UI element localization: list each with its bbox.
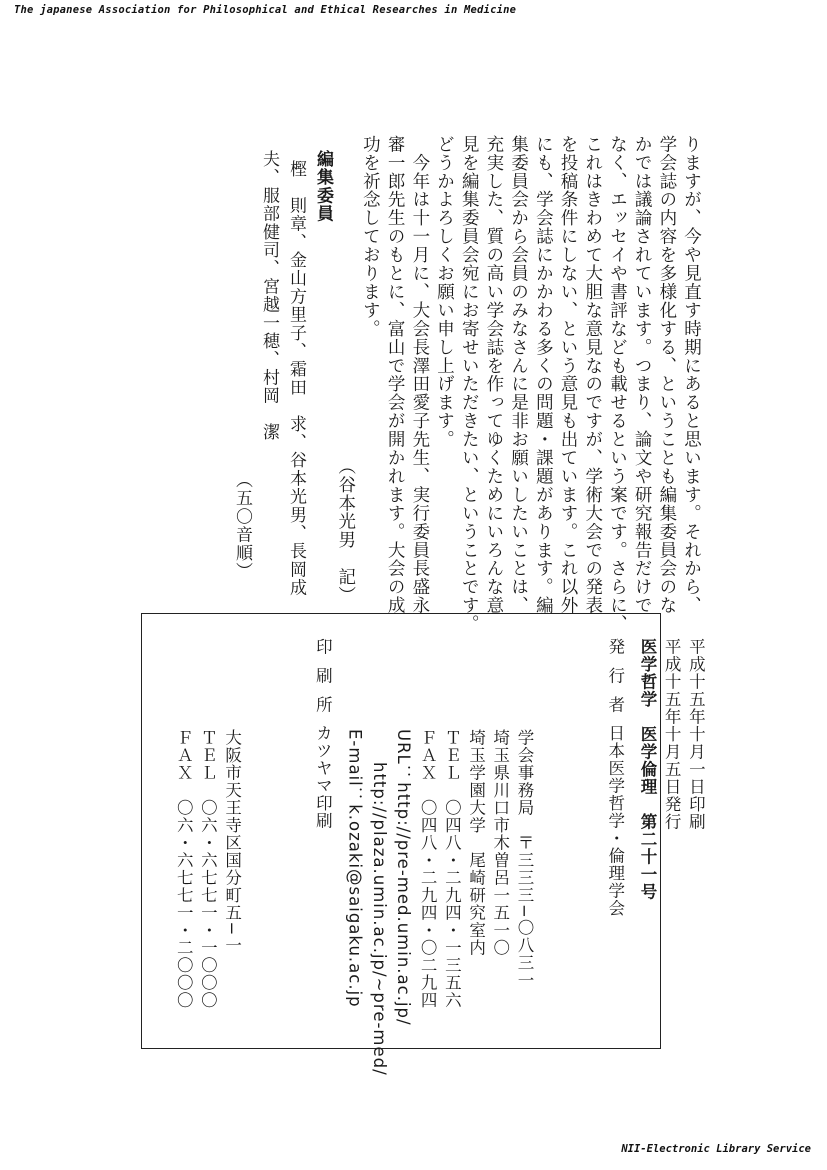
fax-line: ＦＡＸ 〇四八・二九四・〇二九四 <box>418 728 438 1009</box>
university-line: 埼玉学園大学 尾崎研究室内 <box>466 728 486 957</box>
body-line: 今年は十一月に、大会長澤田愛子先生、実行委員長盛永 <box>409 135 430 615</box>
body-line: 見を編集委員会宛にお寄せいただきたい、ということです。 <box>459 135 480 634</box>
committee-heading: 編集委員 <box>313 150 333 223</box>
publisher-name: 日本医学哲学・倫理学会 <box>605 724 625 918</box>
publisher-line <box>536 638 627 1038</box>
body-line: かでは議論されています。つまり、論文や研究報告だけで <box>632 135 653 615</box>
office-line: 学会事務局 〒三三三−〇八三一 <box>514 728 534 989</box>
spacer <box>334 638 342 1038</box>
editorial-committee <box>228 150 336 597</box>
printer-name: カツヤマ印刷 <box>313 724 333 830</box>
author-signature: （谷本光男 記） <box>335 457 356 605</box>
editorial-body <box>333 135 704 634</box>
body-line: どうかよろしくお願い申し上げます。 <box>434 135 455 449</box>
email-line: E-mail：k.ozaki@saigaku.ac.jp <box>345 728 365 1008</box>
body-line: なく、エッセイや書評なども載せるという案です。さらに、 <box>607 135 628 634</box>
issue-date: 平成十五年十月五日発行 <box>662 638 682 831</box>
printer-fax-line: ＦＡＸ 〇六・六七七一・二〇〇〇 <box>174 728 194 1009</box>
url-line-2: http://plaza.umin.ac.jp/~pre-med/ <box>369 761 389 1076</box>
body-line: 集委員会から会員のみなさんに是非お願いしたいことは、 <box>508 135 529 615</box>
body-line: にも、学会誌にかかわる多くの問題・課題があります。編 <box>533 135 554 615</box>
body-line: 充実した、質の高い学会誌を作ってゆくためにいろんな意 <box>483 135 504 615</box>
printer-address-line: 大阪市天王寺区国分町五−一 <box>222 728 242 954</box>
journal-title: 医学哲学 医学倫理 第二十一号 <box>637 638 657 901</box>
committee-order-note: （五〇音順） <box>232 470 252 580</box>
body-line: 審一郎先生のもとに、富山で学会が開かれます。大会の成 <box>385 135 406 615</box>
body-line: りますが、今や見直す時期にあると思います。それから、 <box>681 135 702 615</box>
tel-line: ＴＥＬ 〇四八・二九四・一三五六 <box>442 728 462 1009</box>
address-line: 埼玉県川口市木曽呂一五一〇 <box>490 728 510 957</box>
committee-members: 夫、服部健司、宮越一穂、村岡 潔 <box>259 150 279 442</box>
publisher-label: 発行者 <box>605 638 625 725</box>
body-line: を投稿条件にしない、という意見も出ています。これ以外 <box>558 135 579 615</box>
spacer <box>627 638 635 1038</box>
colophon <box>171 638 707 1076</box>
body-line: これはきわめて大胆な意見なのですが、学術大会での発表 <box>582 135 603 615</box>
printer-tel-line: ＴＥＬ 〇六・六七七一・一〇〇〇 <box>198 728 218 1009</box>
printer-line <box>244 638 335 1038</box>
body-line: 功を祈念しております。 <box>360 135 381 338</box>
page-footer: NII-Electronic Library Service <box>621 1143 811 1155</box>
body-line: 学会誌の内容を多様化する、ということも編集委員会のな <box>656 135 677 615</box>
print-date: 平成十五年十月一日印刷 <box>686 638 706 831</box>
page-header: The japanese Association for Philosophical and Ethical Researches in Medicine <box>14 4 517 16</box>
printer-label: 印刷所 <box>313 638 333 725</box>
committee-members: 樫 則章、金山方里子、霜田 求、谷本光男、長岡成 <box>286 160 306 597</box>
url-line: URL：http://pre-med.umin.ac.jp/ <box>393 728 413 1026</box>
